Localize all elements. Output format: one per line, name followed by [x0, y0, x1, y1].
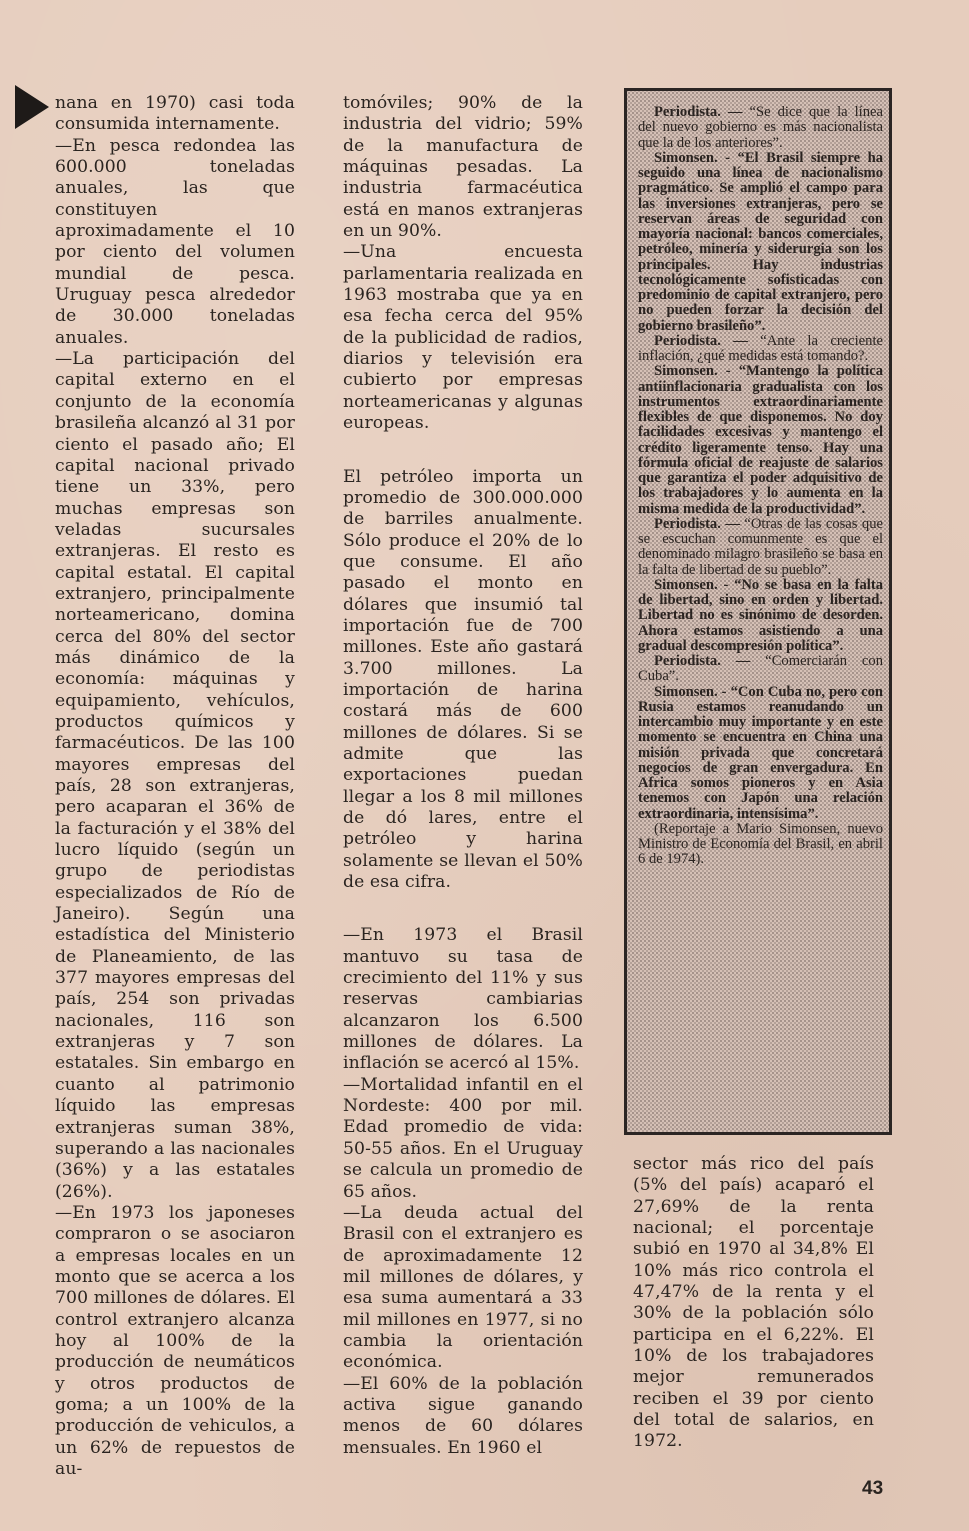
speaker-text: “Se dice que la línea del nuevo gobierno es más nacionalista que la de los anteriores”.: [638, 104, 883, 151]
paragraph: —Mortalidad infantil en el Nordeste: 400 por mil. Edad promedio de vida: 50-55 años. En el Uruguay se calcula un promedio de 65 años.: [343, 1074, 583, 1202]
interview-entry: [638, 364, 883, 517]
paragraph: —El 60% de la población activa sigue ganando menos de 60 dólares mensuales. En 1960 el: [343, 1373, 583, 1458]
paragraph: tomóviles; 90% de la industria del vidrio; 59% de la manufactura de máquinas pesadas. La industria farmacéutica está en manos extranjeras en un 90%.: [343, 93, 583, 242]
interview-text: [638, 105, 883, 868]
paragraph: —Una encuesta parlamentaria realizada en 1963 mostraba que ya en esa fecha cerca del 95% de la publicidad de radios, diarios y televisión era cubierto por empresas norteamericanas y algunas europeas.: [343, 242, 583, 434]
speaker-text: “Mantengo la política antiinflacionaria gradualista con los instrumentos extraordinariamente flexibles de que disponemos. No doy facilidades excesivas y mantengo el crédito ligeramente tenso. Hay una fórmula oficial de reajuste de salarios que garantiza el poder adquisitivo de los trabajadores y lo aumenta en la misma medida de la productividad”.: [638, 363, 883, 517]
speaker-label: Periodista. —: [654, 653, 751, 669]
paragraph: —La deuda actual del Brasil con el extranjero es de aproximadamente 12 mil millones de dólares, y esa suma aumentará a 33 mil millones en 1977, si no cambia la orientación económica.: [343, 1202, 583, 1373]
paragraph: —En 1973 el Brasil mantuvo su tasa de crecimiento del 11% y sus reservas cambiarias alcanzaron los 6.500 millones de dólares. La inflación se acercó al 15%.: [343, 925, 583, 1074]
interview-entry: [638, 151, 883, 334]
paragraph: nana en 1970) casi toda consumida internamente.: [55, 93, 295, 135]
text-column-2: [343, 93, 583, 1459]
interview-box: [624, 88, 892, 1135]
speaker-text: “Con Cuba no, pero con Rusia estamos reanudando un intercambio muy importante y en este momento se encuentra en China una misión privada que concretará negocios de gran envergadura. En Africa somos pioneros y en Asia tenemos con Japón una relación extraordinaria, intensísima”.: [638, 683, 883, 822]
arrow-bullet-icon: [15, 85, 49, 129]
page-number: 43: [862, 1478, 884, 1499]
interview-entry: [638, 334, 883, 365]
interview-entry: [638, 654, 883, 685]
interview-entry: [638, 578, 883, 654]
speaker-label: Simonsen. -: [654, 149, 731, 166]
speaker-text: “Otras de las cosas que se escuchan comunmente es que el denominado milagro brasileño se basa en la falta de libertad de su pueblo”.: [638, 515, 883, 578]
speaker-text: “El Brasil siempre ha seguido una línea de nacionalismo pragmático. Se amplió el campo para las inversiones extranjeras, pero se reservan áreas de seguridad con mayoría nacional: bancos comerciales, petróleo, minería y siderurgia son los principales. Hay industrias tecnológicamente sofisticadas con predominio de capital extranjero, pero no pueden forzar la decisión del gobierno brasileño”.: [638, 149, 883, 334]
speaker-text: “No se basa en la falta de libertad, sino en orden y libertad. Libertad no es sinónimo de desorden. Ahora estamos asistiendo a una gradual descompresión política”.: [638, 576, 883, 654]
interview-entry: [638, 517, 883, 578]
interview-entry: [638, 685, 883, 822]
interview-entry: [638, 105, 883, 151]
text-column-3: [633, 1154, 874, 1453]
speaker-text: “Comerciarán con Cuba”.: [638, 653, 883, 685]
speaker-label: Periodista. —: [654, 515, 740, 532]
paragraph: —En pesca redondea las 600.000 toneladas anuales, las que constituyen aproximadamente el 10 por ciento del volumen mundial de pesca. Uruguay pesca alrededor de 30.000 toneladas anuales.: [55, 135, 295, 348]
speaker-text: “Ante la creciente inflación, ¿qué medidas está tomando?.: [638, 332, 883, 364]
text-column-1: [55, 93, 295, 1480]
paragraph: El petróleo importa un promedio de 300.000.000 de barriles anualmente. Sólo produce el 20% de lo que consume. El año pasado el monto en dólares que insumió tal importación fue de 700 millones. Este año gastará 3.700 millones. La importación de harina costará más de 600 millones de dólares. Si se admite que las exportaciones puedan llegar a los 8 mil millones de dó lares, entre el petróleo y harina solamente se llevan el 50% de esa cifra.: [343, 466, 583, 893]
paragraph: —En 1973 los japoneses compraron o se asociaron a empresas locales en un monto que se acerca a los 700 millones de dólares. El control extranjero alcanza hoy al 100% de la producción de neumáticos y otros productos de goma; a un 100% de la producción de vehiculos, a un 62% de repuestos de au-: [55, 1202, 295, 1479]
speaker-label: Simonsen. -: [654, 683, 727, 700]
speaker-label: Periodista. —: [654, 104, 743, 120]
speaker-label: Simonsen. -: [654, 363, 731, 380]
paragraph: sector más rico del país (5% del país) acaparó el 27,69% de la renta nacional; el porcentaje subió en 1970 al 34,8% El 10% más rico controla el 47,47% de la renta y el 30% de la población sólo participa en el 6,22%. El 10% de los trabajadores mejor remunerados reciben el 39 por ciento del total de salarios, en 1972.: [633, 1154, 874, 1452]
speaker-label: Simonsen. -: [654, 576, 729, 593]
interview-credit: (Reportaje a Mario Simonsen, nuevo Ministro de Economía del Brasil, en abril 6 de 1974).: [638, 820, 883, 868]
paragraph: —La participación del capital externo en el conjunto de la economía brasileña alcanzó al 31 por ciento el pasado año; El capital nacional privado tiene un 33%, pero muchas empresas son veladas sucursales extranjeras. El resto es capital estatal. El capital extranjero, principalmente norteamericano, domina cerca del 80% del sector más dinámico de la economía: máquinas y equipamiento, vehículos, productos químicos y farmacéuticos. De las 100 mayores empresas del país, 28 son extranjeras, pero acaparan el 36% de la facturación y el 38% del lucro líquido (según un grupo de periodistas especializados de Río de Janeiro). Según una estadística del Ministerio de Planeamiento, de las 377 mayores empresas del país, 254 son privadas nacionales, 116 son extranjeras y 7 son estatales. Sin embargo en cuanto al patrimonio líquido las empresas extranjeras suman 38%, superando a las nacionales (36%) y a las estatales (26%).: [55, 349, 295, 1202]
speaker-label: Periodista. —: [654, 332, 748, 349]
